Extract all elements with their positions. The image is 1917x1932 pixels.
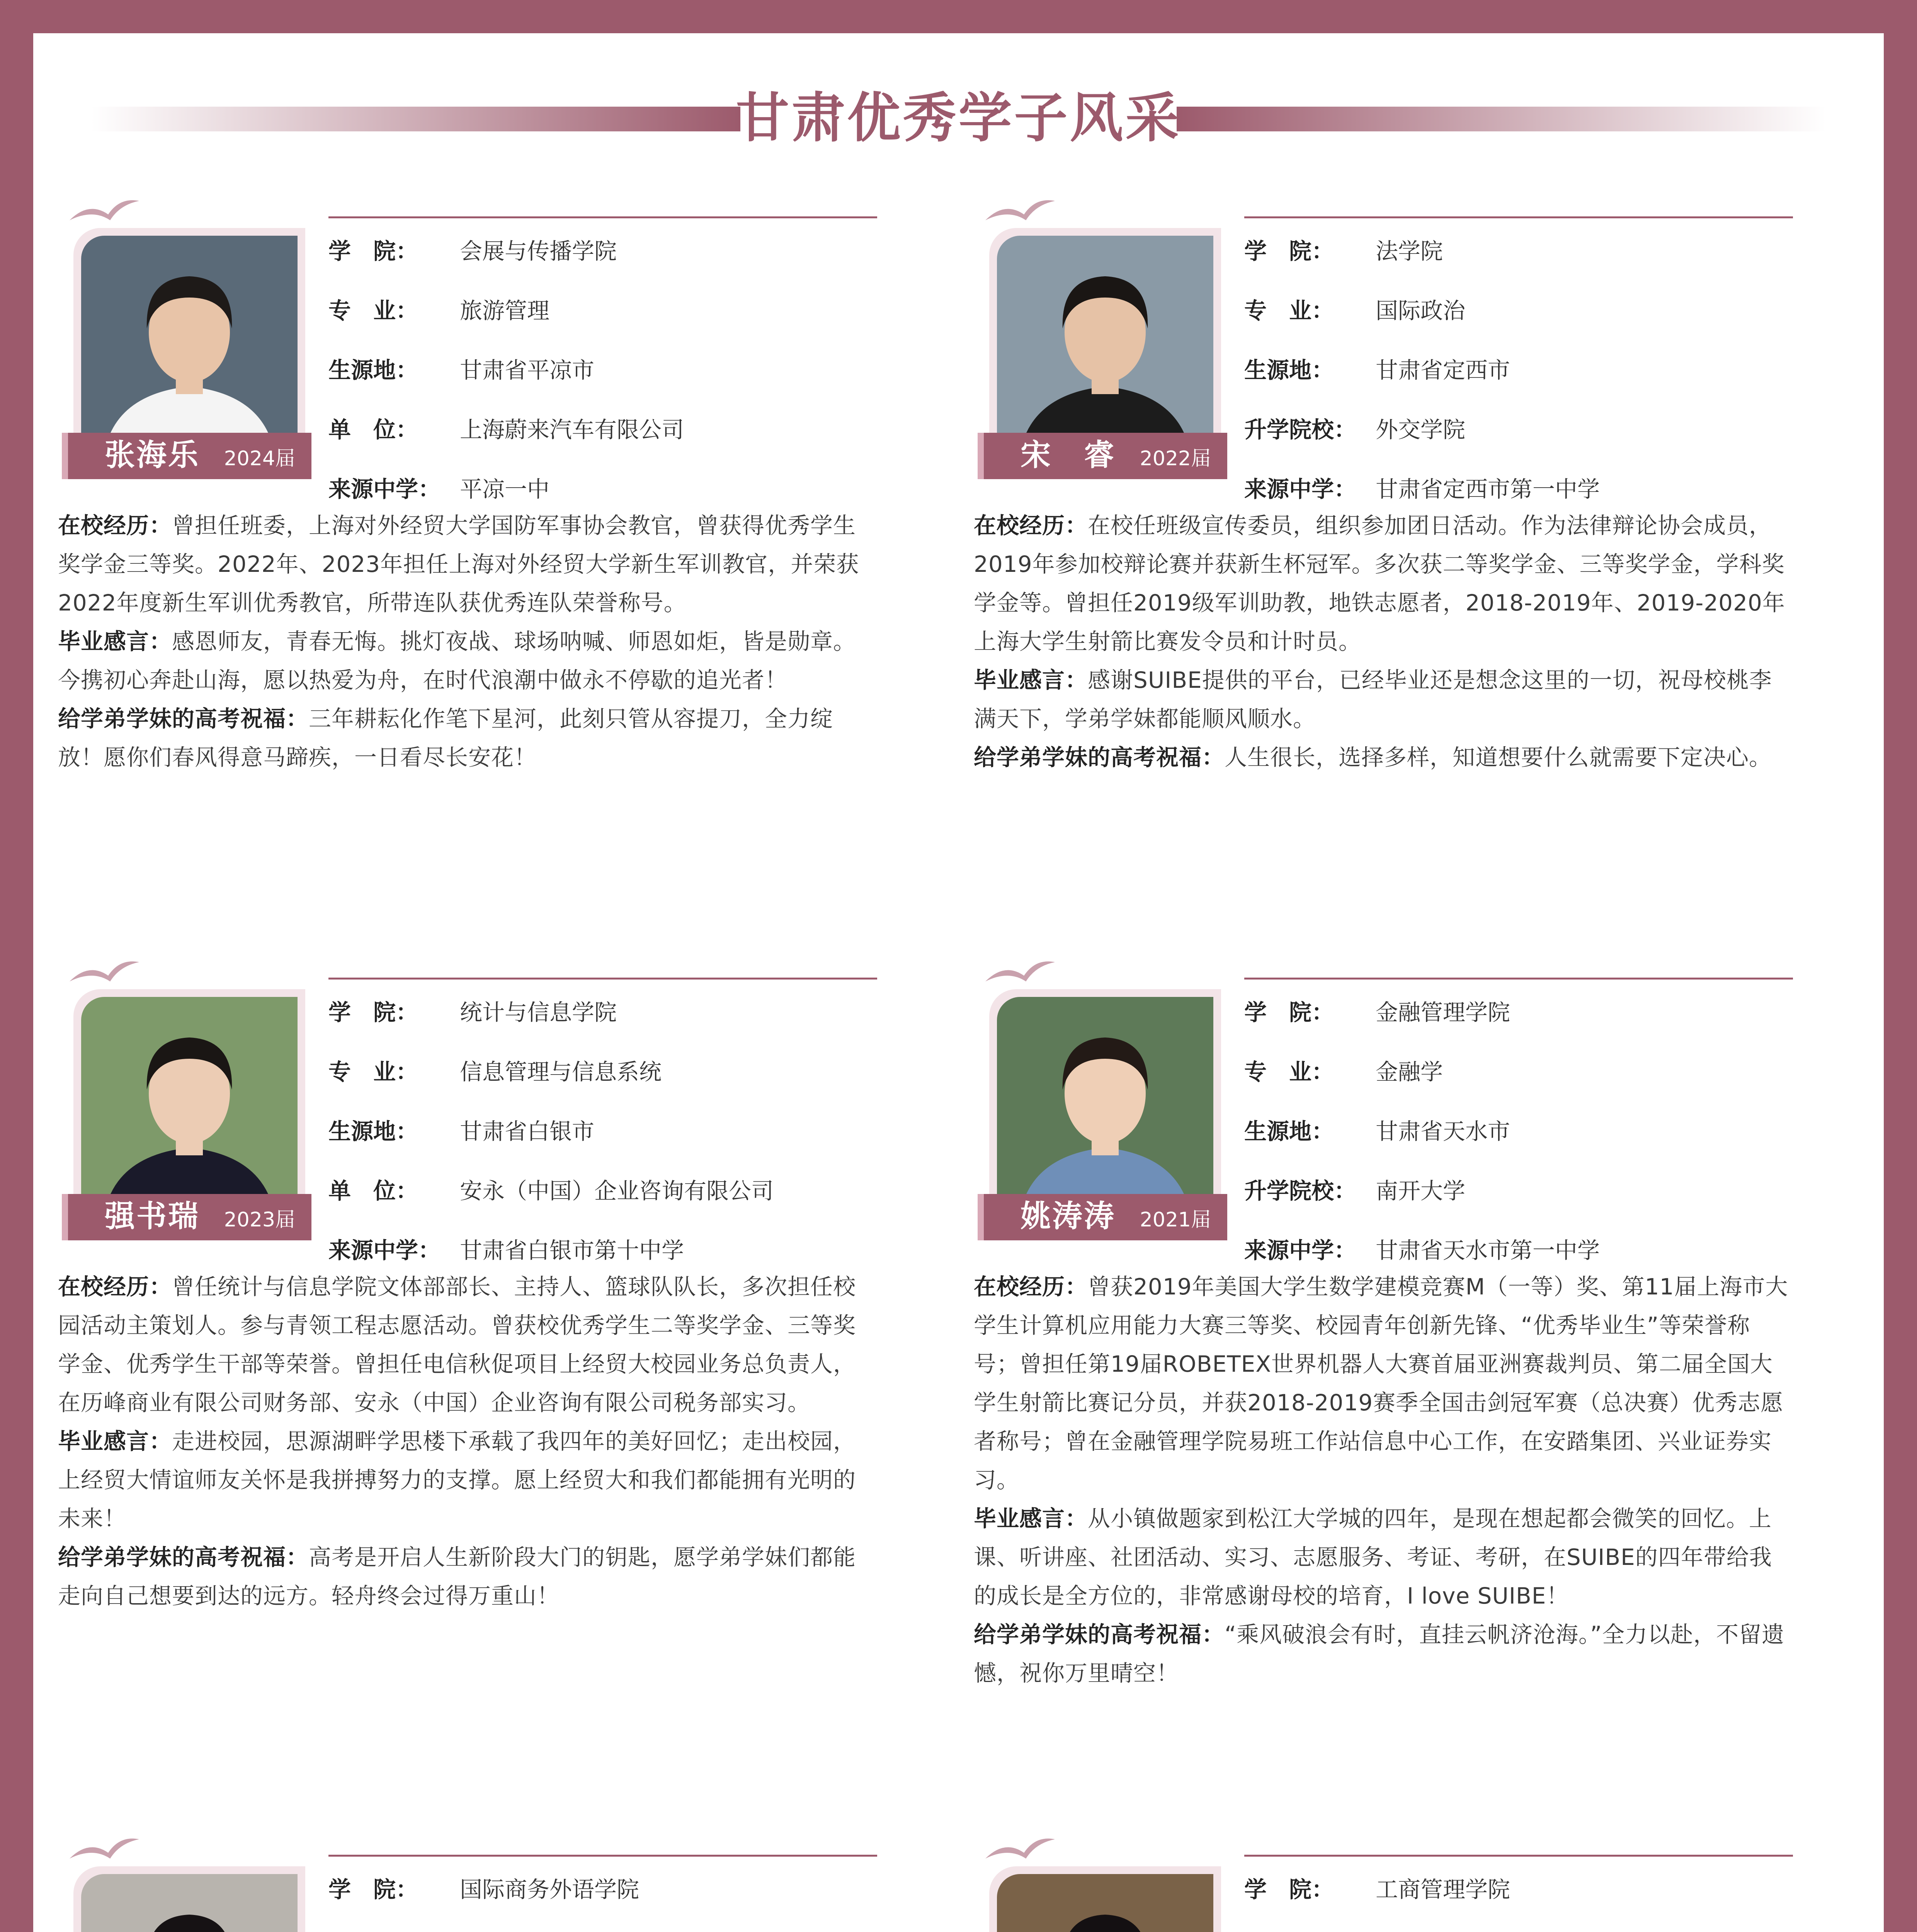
seagull-icon bbox=[981, 193, 1059, 228]
campus-label: 在校经历： bbox=[974, 512, 1088, 539]
major-value: 国际政治 bbox=[1376, 298, 1466, 324]
major-row bbox=[328, 1053, 881, 1112]
photo-area bbox=[58, 1816, 309, 1932]
college-value: 法学院 bbox=[1376, 238, 1443, 264]
seagull-icon bbox=[66, 1832, 143, 1866]
major-label: 专 业： bbox=[328, 298, 418, 324]
student-photo bbox=[81, 997, 298, 1213]
name-tag bbox=[978, 433, 1227, 479]
name-tag bbox=[62, 1194, 311, 1240]
college-label: 学 院： bbox=[1244, 1876, 1334, 1903]
major-value: 信息管理与信息系统 bbox=[460, 1059, 662, 1085]
thoughts-label: 毕业感言： bbox=[974, 667, 1088, 693]
thoughts-label: 毕业感言： bbox=[58, 628, 172, 655]
thoughts-text: 走进校园，思源湖畔学思楼下承载了我四年的美好回忆；走出校园，上经贸大情谊师友关怀是我拼搏努力的支撑。愿上经贸大和我们都能拥有光明的未来！ bbox=[58, 1428, 856, 1532]
student-photo bbox=[997, 236, 1213, 452]
wishes-label: 给学弟学妹的高考祝福： bbox=[974, 744, 1225, 770]
major-label: 专 业： bbox=[1244, 1059, 1334, 1085]
major-row bbox=[1244, 1930, 1797, 1932]
student-photo bbox=[81, 236, 298, 452]
graduation-year: 2024届 bbox=[224, 447, 295, 470]
campus-label: 在校经历： bbox=[58, 1274, 172, 1300]
origin-value: 甘肃省天水市 bbox=[1376, 1118, 1510, 1145]
wishes-label: 给学弟学妹的高考祝福： bbox=[58, 706, 309, 732]
origin-label: 生源地： bbox=[1244, 357, 1334, 383]
college-row bbox=[1244, 232, 1797, 291]
seagull-icon bbox=[981, 954, 1059, 989]
student-name: 宋 睿 bbox=[1021, 438, 1116, 473]
campus-label: 在校经历： bbox=[974, 1274, 1088, 1300]
destination-label: 单 位： bbox=[328, 1178, 418, 1204]
destination-value: 上海蔚来汽车有限公司 bbox=[460, 417, 684, 443]
origin-label: 生源地： bbox=[328, 1118, 418, 1145]
graduation-year: 2022届 bbox=[1140, 447, 1211, 470]
name-tag bbox=[62, 433, 311, 479]
destination-value: 外交学院 bbox=[1376, 417, 1466, 443]
college-row bbox=[1244, 993, 1797, 1053]
major-value: 金融学 bbox=[1376, 1059, 1443, 1085]
campus-text: 曾担任班委，上海对外经贸大学国防军事协会教官，曾获得优秀学生奖学金三等奖。2022年、2023年担任上海对外经贸大学新生军训教官，并荣获2022年度新生军训优秀教官，所带连队获优秀连队荣誉称号。 bbox=[58, 512, 859, 616]
origin-row bbox=[1244, 351, 1797, 410]
major-label: 专 业： bbox=[1244, 298, 1334, 324]
graduation-year: 2021届 bbox=[1140, 1208, 1211, 1231]
student-photo bbox=[81, 1874, 298, 1932]
campus-paragraph bbox=[974, 1267, 1793, 1499]
college-value: 会展与传播学院 bbox=[460, 238, 617, 264]
college-label: 学 院： bbox=[1244, 999, 1334, 1026]
photo-area bbox=[974, 939, 1225, 1240]
student-description bbox=[974, 1267, 1793, 1692]
thoughts-text: 感谢SUIBE提供的平台，已经毕业还是想念这里的一切，祝母校桃李满天下，学弟学妹都能顺风顺水。 bbox=[974, 667, 1772, 732]
major-row bbox=[1244, 1053, 1797, 1112]
info-table bbox=[1244, 1870, 1797, 1932]
student-name: 姚涛涛 bbox=[1021, 1199, 1116, 1234]
info-table bbox=[328, 232, 881, 529]
college-label: 学 院： bbox=[328, 238, 418, 264]
origin-row bbox=[328, 351, 881, 410]
destination-value: 南开大学 bbox=[1376, 1178, 1466, 1204]
wishes-label: 给学弟学妹的高考祝福： bbox=[58, 1544, 309, 1570]
wishes-text: 高考是开启人生新阶段大门的钥匙，愿学弟学妹们都能走向自己想要到达的远方。轻舟终会过得万重山！ bbox=[58, 1544, 856, 1609]
seagull-icon bbox=[66, 954, 143, 989]
info-table bbox=[1244, 232, 1797, 529]
info-table bbox=[1244, 993, 1797, 1291]
student-description bbox=[974, 506, 1793, 777]
major-row bbox=[328, 291, 881, 351]
photo-area bbox=[974, 178, 1225, 479]
student-photo bbox=[997, 1874, 1213, 1932]
college-value: 统计与信息学院 bbox=[460, 999, 617, 1026]
wishes-text: 人生很长，选择多样，知道想要什么就需要下定决心。 bbox=[1225, 744, 1772, 770]
student-photo bbox=[997, 997, 1213, 1213]
destination-label: 升学院校： bbox=[1244, 417, 1357, 443]
origin-row bbox=[328, 1112, 881, 1172]
student-name: 张海乐 bbox=[105, 438, 200, 473]
thoughts-paragraph bbox=[974, 661, 1793, 738]
origin-label: 生源地： bbox=[328, 357, 418, 383]
wishes-label: 给学弟学妹的高考祝福： bbox=[974, 1621, 1225, 1648]
origin-row bbox=[1244, 1112, 1797, 1172]
campus-label: 在校经历： bbox=[58, 512, 172, 539]
wishes-paragraph bbox=[58, 699, 877, 777]
destination-row bbox=[1244, 1172, 1797, 1231]
info-divider bbox=[328, 216, 877, 218]
info-table bbox=[328, 1870, 881, 1932]
college-label: 学 院： bbox=[1244, 238, 1334, 264]
seagull-icon bbox=[66, 193, 143, 228]
seagull-icon bbox=[981, 1832, 1059, 1866]
college-row bbox=[328, 1870, 881, 1930]
destination-row bbox=[1244, 410, 1797, 470]
college-label: 学 院： bbox=[328, 1876, 418, 1903]
thoughts-label: 毕业感言： bbox=[58, 1428, 172, 1454]
high-school-label: 来源中学： bbox=[1244, 476, 1357, 502]
high-school-value: 平凉一中 bbox=[460, 476, 550, 502]
high-school-label: 来源中学： bbox=[328, 476, 441, 502]
student-description bbox=[58, 1267, 877, 1615]
destination-row bbox=[328, 410, 881, 470]
student-description bbox=[58, 506, 877, 777]
campus-text: 在校任班级宣传委员，组织参加团日活动。作为法律辩论协会成员，2019年参加校辩论赛并获新生杯冠军。多次获二等奖学金、三等奖学金，学科奖学金等。曾担任2019级军训助教，地铁志愿者，2018-2019年、2019-2020年上海大学生射箭比赛发令员和计时员。 bbox=[974, 512, 1785, 655]
wishes-paragraph bbox=[974, 1615, 1793, 1692]
info-divider bbox=[1244, 1855, 1793, 1857]
info-divider bbox=[328, 978, 877, 980]
thoughts-paragraph bbox=[58, 1422, 877, 1538]
destination-label: 升学院校： bbox=[1244, 1178, 1357, 1204]
info-table bbox=[328, 993, 881, 1291]
info-divider bbox=[328, 1855, 877, 1857]
college-value: 国际商务外语学院 bbox=[460, 1876, 640, 1903]
wishes-paragraph bbox=[58, 1538, 877, 1615]
college-value: 工商管理学院 bbox=[1376, 1876, 1510, 1903]
origin-value: 甘肃省平凉市 bbox=[460, 357, 595, 383]
high-school-value: 甘肃省定西市第一中学 bbox=[1376, 476, 1600, 502]
campus-paragraph bbox=[58, 506, 877, 622]
college-value: 金融管理学院 bbox=[1376, 999, 1510, 1026]
high-school-label: 来源中学： bbox=[1244, 1237, 1357, 1264]
origin-value: 甘肃省定西市 bbox=[1376, 357, 1510, 383]
thoughts-text: 感恩师友，青春无悔。挑灯夜战、球场呐喊、师恩如炬，皆是勋章。今携初心奔赴山海，愿以热爱为舟，在时代浪潮中做永不停歇的追光者！ bbox=[58, 628, 856, 693]
photo-area bbox=[974, 1816, 1225, 1932]
destination-row bbox=[328, 1172, 881, 1231]
major-value: 旅游管理 bbox=[460, 298, 550, 324]
thoughts-paragraph bbox=[58, 622, 877, 699]
wishes-paragraph bbox=[974, 738, 1793, 777]
student-name: 强书瑞 bbox=[105, 1199, 200, 1234]
campus-paragraph bbox=[974, 506, 1793, 661]
wishes-text: “乘风破浪会有时，直挂云帆济沧海。”全力以赴，不留遗憾，祝你万里晴空！ bbox=[974, 1621, 1785, 1686]
info-divider bbox=[1244, 216, 1793, 218]
destination-label: 单 位： bbox=[328, 417, 418, 443]
photo-area bbox=[58, 178, 309, 479]
campus-text: 曾获2019年美国大学生数学建模竞赛M（一等）奖、第11届上海市大学生计算机应用能力大赛三等奖、校园青年创新先锋、“优秀毕业生”等荣誉称号；曾担任第19届ROBETEX世界机器人大赛首届亚洲赛裁判员、第二届全国大学生射箭比赛记分员，并获2018-2019赛季全国击剑冠军赛（总决赛）优秀志愿者称号；曾在金融管理学院易班工作站信息中心工作，在安踏集团、兴业证券实习。 bbox=[974, 1274, 1788, 1493]
college-row bbox=[328, 993, 881, 1053]
origin-label: 生源地： bbox=[1244, 1118, 1334, 1145]
graduation-year: 2023届 bbox=[224, 1208, 295, 1231]
page-title: 甘肃优秀学子风采 bbox=[736, 87, 1181, 149]
college-row bbox=[328, 232, 881, 291]
major-row bbox=[328, 1930, 881, 1932]
high-school-value: 甘肃省天水市第一中学 bbox=[1376, 1237, 1600, 1264]
thoughts-label: 毕业感言： bbox=[974, 1505, 1088, 1532]
major-label bbox=[328, 1930, 460, 1932]
high-school-value: 甘肃省白银市第十中学 bbox=[460, 1237, 684, 1264]
info-divider bbox=[1244, 978, 1793, 980]
thoughts-text: 从小镇做题家到松江大学城的四年，是现在想起都会微笑的回忆。上课、听讲座、社团活动、实习、志愿服务、考证、考研，在SUIBE的四年带给我的成长是全方位的，非常感谢母校的培育，I love SUIBE！ bbox=[974, 1505, 1772, 1609]
thoughts-paragraph bbox=[974, 1499, 1793, 1615]
campus-text: 曾任统计与信息学院文体部部长、主持人、篮球队队长，多次担任校园活动主策划人。参与青领工程志愿活动。曾获校优秀学生二等奖学金、三等奖学金、优秀学生干部等荣誉。曾担任电信秋促项目上经贸大校园业务总负责人，在历峰商业有限公司财务部、安永（中国）企业咨询有限公司税务部实习。 bbox=[58, 1274, 856, 1416]
photo-area bbox=[58, 939, 309, 1240]
destination-value: 安永（中国）企业咨询有限公司 bbox=[460, 1178, 774, 1204]
high-school-label: 来源中学： bbox=[328, 1237, 441, 1264]
college-label: 学 院： bbox=[328, 999, 418, 1026]
campus-paragraph bbox=[58, 1267, 877, 1422]
wishes-text: 三年耕耘化作笔下星河，此刻只管从容提刀，全力绽放！愿你们春风得意马蹄疾，一日看尽长安花！ bbox=[58, 706, 833, 770]
major-label bbox=[1244, 1930, 1376, 1932]
name-tag bbox=[978, 1194, 1227, 1240]
major-row bbox=[1244, 291, 1797, 351]
college-row bbox=[1244, 1870, 1797, 1930]
origin-value: 甘肃省白银市 bbox=[460, 1118, 595, 1145]
major-label: 专 业： bbox=[328, 1059, 418, 1085]
